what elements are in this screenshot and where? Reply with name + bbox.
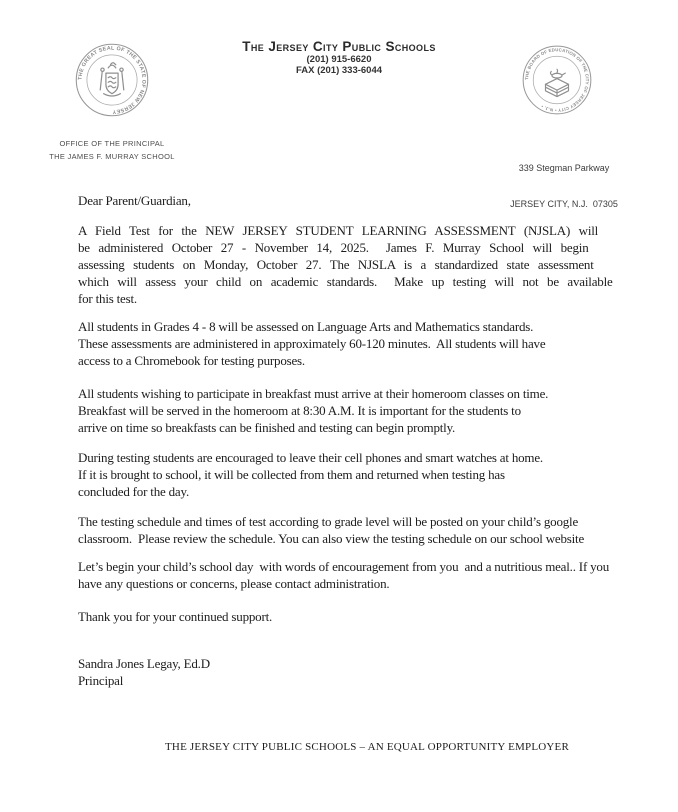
paragraph-breakfast [78, 385, 548, 436]
svg-text:THE BOARD OF EDUCATION OF THE [524, 47, 590, 113]
phone-number: (201) 915-6620 [306, 54, 372, 65]
office-label: OFFICE OF THE PRINCIPAL [59, 139, 165, 148]
text-line: assessing students on Monday, October 27. The NJSLA is a standardized state assessment [78, 257, 594, 272]
address-city: JERSEY CITY, N.J. 07305 [510, 199, 618, 209]
text-line: All students wishing to participate in breakfast must arrive at their homeroom classes on time. [78, 386, 549, 401]
text-line: If it is brought to school, it will be collected from them and returned when testing has [78, 467, 505, 482]
text-line: classroom. Please review the schedule. You can also view the testing schedule on our school website [78, 531, 585, 546]
text-line: During testing students are encouraged to leave their cell phones and smart watches at home. [78, 450, 543, 465]
fax-number: FAX (201) 333-6044 [295, 65, 383, 76]
closing-text: Thank you for your continued support. [78, 609, 273, 624]
text-line: concluded for the day. [78, 484, 189, 499]
text-line: for this test. [78, 291, 137, 306]
signature-block [78, 655, 210, 689]
text-line: arrive on time so breakfasts can be finished and testing can begin promptly. [78, 420, 456, 435]
paragraph-grades-assessed [78, 318, 545, 369]
left-seal-ring-text: THE GREAT SEAL OF THE STATE OF NEW JERSEY [77, 45, 147, 115]
text-line: Breakfast will be served in the homeroom at 8:30 A.M. It is important for the students to [78, 403, 521, 418]
text-line: access to a Chromebook for testing purposes. [78, 353, 305, 368]
equal-opportunity-footer: THE JERSEY CITY PUBLIC SCHOOLS – AN EQUAL OPPORTUNITY EMPLOYER [165, 741, 569, 753]
greeting [78, 192, 191, 209]
board-of-education-seal-icon [521, 44, 593, 116]
paragraph-encouragement [78, 558, 609, 592]
text-line: have any questions or concerns, please contact administration. [78, 576, 390, 591]
right-seal-ring-text: THE BOARD OF EDUCATION OF THE CITY OF JERSEY CITY • N.J. • [524, 47, 590, 113]
school-name-label: THE JAMES F. MURRAY SCHOOL [49, 151, 175, 161]
office-of-principal-block [22, 138, 202, 163]
text-line: Let’s begin your child’s school day with words of encouragement from you and a nutritious meal.. If you [78, 559, 610, 574]
school-address [474, 138, 654, 234]
greeting-text: Dear Parent/Guardian, [78, 193, 191, 208]
signature-title: Principal [78, 673, 124, 688]
text-line: The testing schedule and times of test according to grade level will be posted on your child’s google [78, 514, 579, 529]
district-name: The Jersey City Public Schools [242, 39, 436, 54]
books-and-lamp-art [545, 69, 568, 96]
address-street: 339 Stegman Parkway [518, 163, 610, 173]
text-line: be administered October 27 - November 14, 2025. James F. Murray School will begin [78, 240, 589, 255]
paragraph-cell-phones [78, 449, 543, 500]
text-line: which will assess your child on academic standards. Make up testing will not be available [78, 274, 613, 289]
paragraph-testing-schedule [78, 513, 584, 547]
signature-name: Sandra Jones Legay, Ed.D [78, 656, 210, 671]
closing-line [78, 608, 272, 625]
text-line: A Field Test for the NEW JERSEY STUDENT LEARNING ASSESSMENT (NJSLA) will [78, 223, 599, 238]
text-line: All students in Grades 4 - 8 will be assessed on Language Arts and Mathematics standards. [78, 319, 534, 334]
paragraph-field-test [78, 222, 613, 307]
text-line: These assessments are administered in approximately 60-120 minutes. All students will have [78, 336, 546, 351]
